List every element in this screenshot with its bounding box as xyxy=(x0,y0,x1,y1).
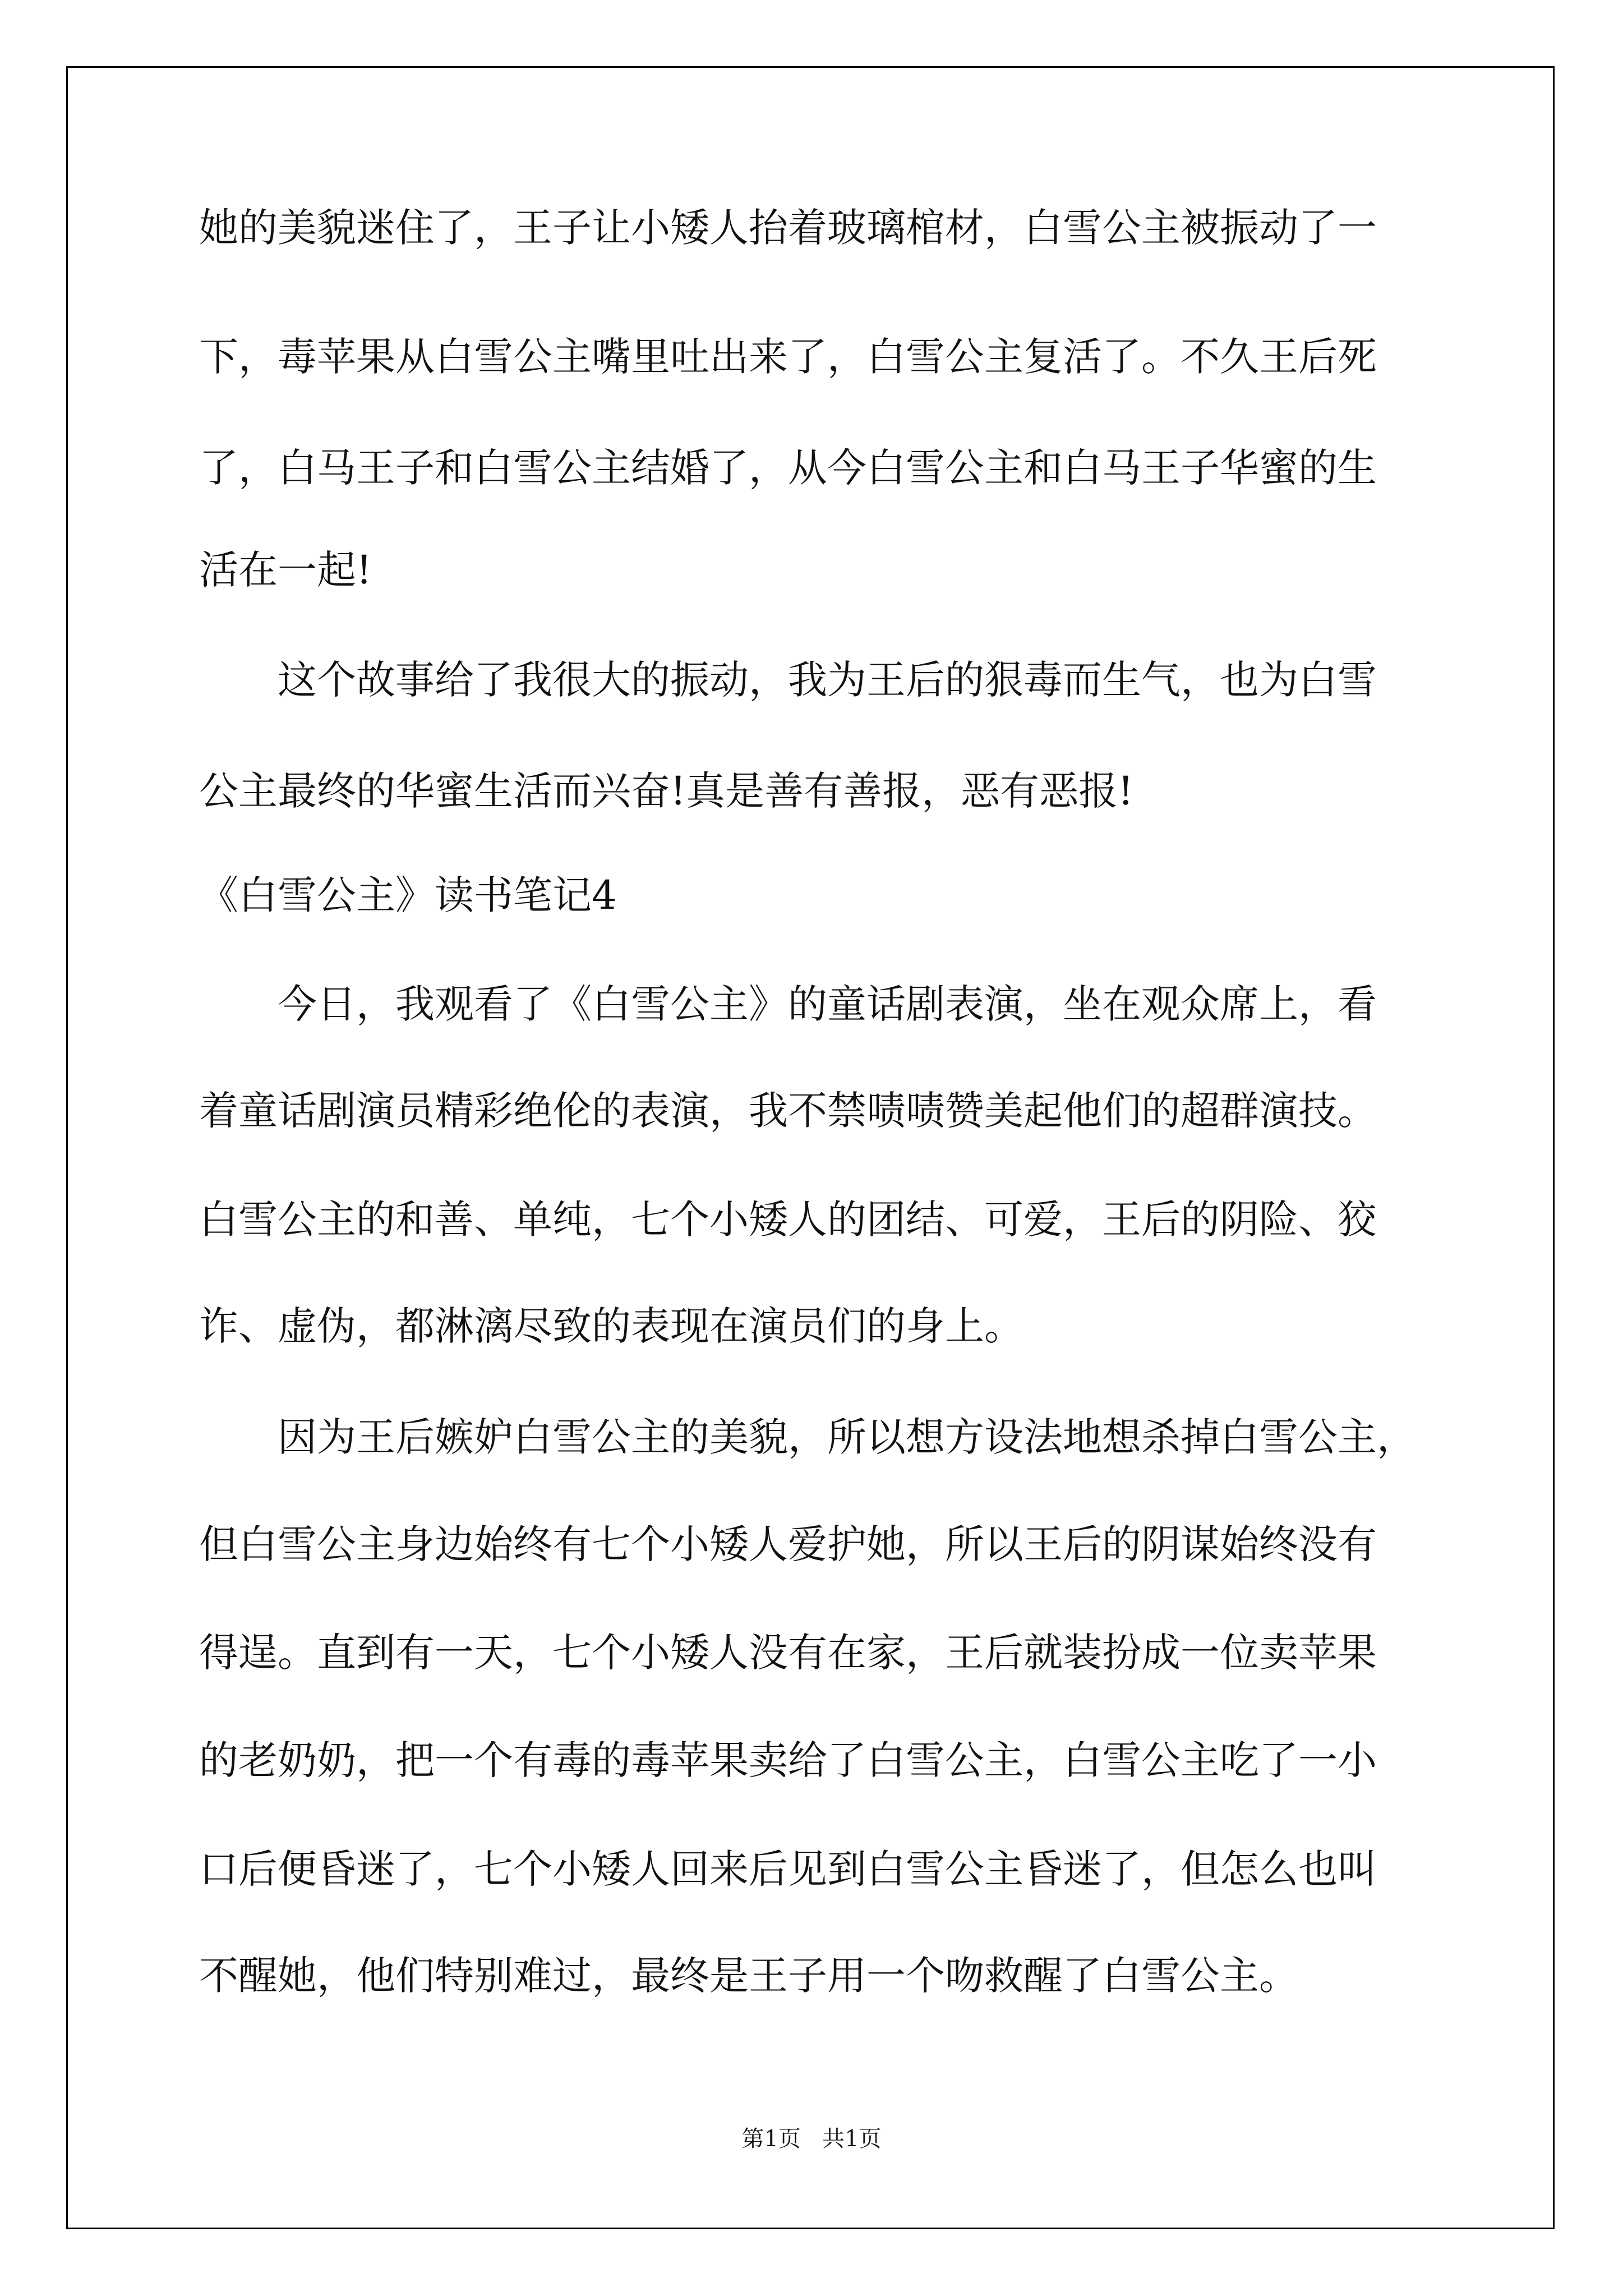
paragraph-line: 得逞。直到有一天，七个小矮人没有在家，王后就装扮成一位卖苹果 xyxy=(199,1630,1377,1676)
paragraph-line: 不醒她，他们特别难过，最终是王子用一个吻救醒了白雪公主。 xyxy=(199,1953,1298,1999)
paragraph-line: 的老奶奶，把一个有毒的毒苹果卖给了白雪公主，白雪公主吃了一小 xyxy=(199,1737,1377,1783)
paragraph-line: 诈、虚伪，都淋漓尽致的表现在演员们的身上。 xyxy=(199,1303,1023,1349)
paragraph-line: 活在一起! xyxy=(199,547,372,593)
paragraph-line: 她的美貌迷住了，王子让小矮人抬着玻璃棺材，白雪公主被振动了一 xyxy=(199,205,1377,251)
paragraph-line: 这个故事给了我很大的振动，我为王后的狠毒而生气，也为白雪 xyxy=(278,657,1377,703)
paragraph-line: 公主最终的华蜜生活而兴奋!真是善有善报，恶有恶报! xyxy=(199,768,1134,814)
paragraph-line: 今日，我观看了《白雪公主》的童话剧表演，坐在观众席上，看 xyxy=(278,981,1377,1027)
paragraph-line: 了，白马王子和白雪公主结婚了，从今白雪公主和白马王子华蜜的生 xyxy=(199,445,1377,491)
paragraph-line: 口后便昏迷了，七个小矮人回来后见到白雪公主昏迷了，但怎么也叫 xyxy=(199,1846,1377,1892)
paragraph-line: 因为王后嫉妒白雪公主的美貌，所以想方设法地想杀掉白雪公主， xyxy=(278,1414,1416,1460)
paragraph-line: 但白雪公主身边始终有七个小矮人爱护她，所以王后的阴谋始终没有 xyxy=(199,1521,1377,1567)
page-footer: 第1页 共1页 xyxy=(741,2126,882,2152)
paragraph-line: 着童话剧演员精彩绝伦的表演，我不禁啧啧赞美起他们的超群演技。 xyxy=(199,1088,1377,1134)
paragraph-line: 下，毒苹果从白雪公主嘴里吐出来了，白雪公主复活了。不久王后死 xyxy=(199,334,1377,380)
section-heading: 《白雪公主》读书笔记4 xyxy=(199,872,617,918)
paragraph-line: 白雪公主的和善、单纯，七个小矮人的团结、可爱，王后的阴险、狡 xyxy=(199,1197,1377,1243)
page-border xyxy=(66,66,1555,2229)
